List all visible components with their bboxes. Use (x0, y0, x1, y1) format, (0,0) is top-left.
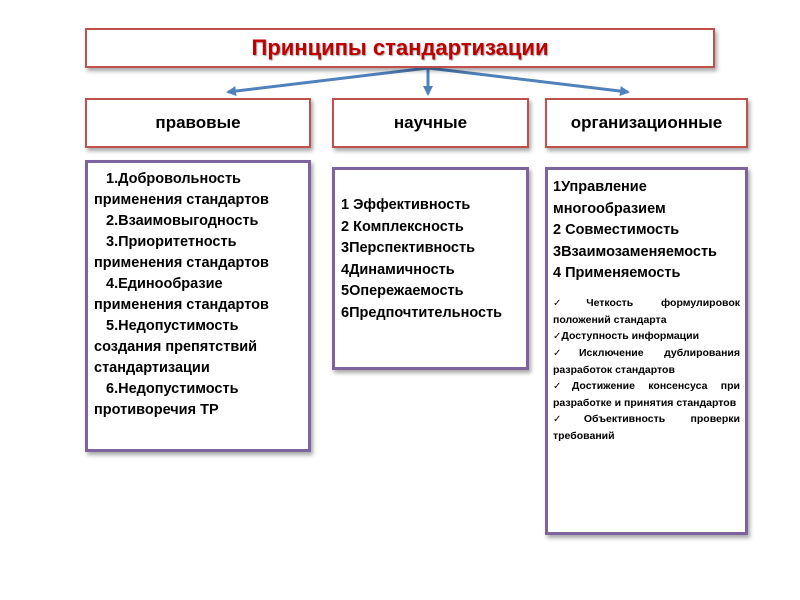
scientific-item: 4Динамичность (341, 261, 455, 278)
legal-item: 3.Приоритетность применения стандартов (94, 234, 269, 271)
scientific-item: 5Опережаемость (341, 283, 464, 299)
organizational-item: 3Взаимозаменяемость (553, 243, 717, 260)
organizational-subitems (553, 295, 740, 444)
scientific-item: 6Предпочтительность (341, 304, 503, 321)
arrow-to-legal (228, 68, 428, 92)
scientific-item: 3Перспективность (341, 240, 475, 256)
title-box (85, 28, 715, 68)
legal-item: 5.Недопустимость создания препятствий стандартизации (94, 318, 258, 376)
subitem: ✓Объективность проверки требований (553, 412, 740, 442)
check-icon: ✓ (553, 347, 579, 359)
legal-item: 4.Единообразие применения стандартов (94, 276, 269, 313)
legal-item: 6.Недопустимость противоречия ТР (94, 381, 239, 418)
legal-principles-list (85, 160, 311, 452)
arrow-to-organizational (428, 68, 628, 92)
subitem: ✓Четкость формулировок положений стандарта (553, 296, 740, 326)
check-icon: ✓ (553, 413, 584, 425)
category-organizational (545, 98, 748, 148)
legal-item: 2.Взаимовыгодность (106, 213, 259, 229)
scientific-principles-list (332, 167, 529, 370)
category-scientific-label: научные (393, 113, 468, 132)
category-legal (85, 98, 311, 148)
check-icon: ✓ (553, 297, 587, 309)
organizational-item: 4 Применяемость (553, 265, 681, 281)
scientific-item: 2 Комплексность (341, 218, 464, 235)
check-icon: ✓ (553, 380, 572, 392)
organizational-principles-list (545, 167, 748, 535)
subitem: ✓Доступность информации (553, 329, 700, 342)
category-organizational-label: организационные (570, 113, 723, 132)
subitem: ✓Достижение консенсуса при разработке и принятия стандартов (553, 379, 740, 409)
check-icon: ✓ (553, 330, 562, 342)
organizational-item: 2 Совместимость (553, 222, 680, 238)
subitem: ✓Исключение дублирования разработок стандартов (553, 346, 740, 376)
diagram-title: Принципы стандартизации (251, 35, 549, 60)
category-scientific (332, 98, 529, 148)
scientific-item: 1 Эффективность (341, 197, 471, 213)
legal-item: 1.Добровольность применения стандартов (94, 171, 269, 208)
category-legal-label: правовые (155, 113, 241, 132)
organizational-item: 1Управление многообразием (553, 179, 666, 217)
